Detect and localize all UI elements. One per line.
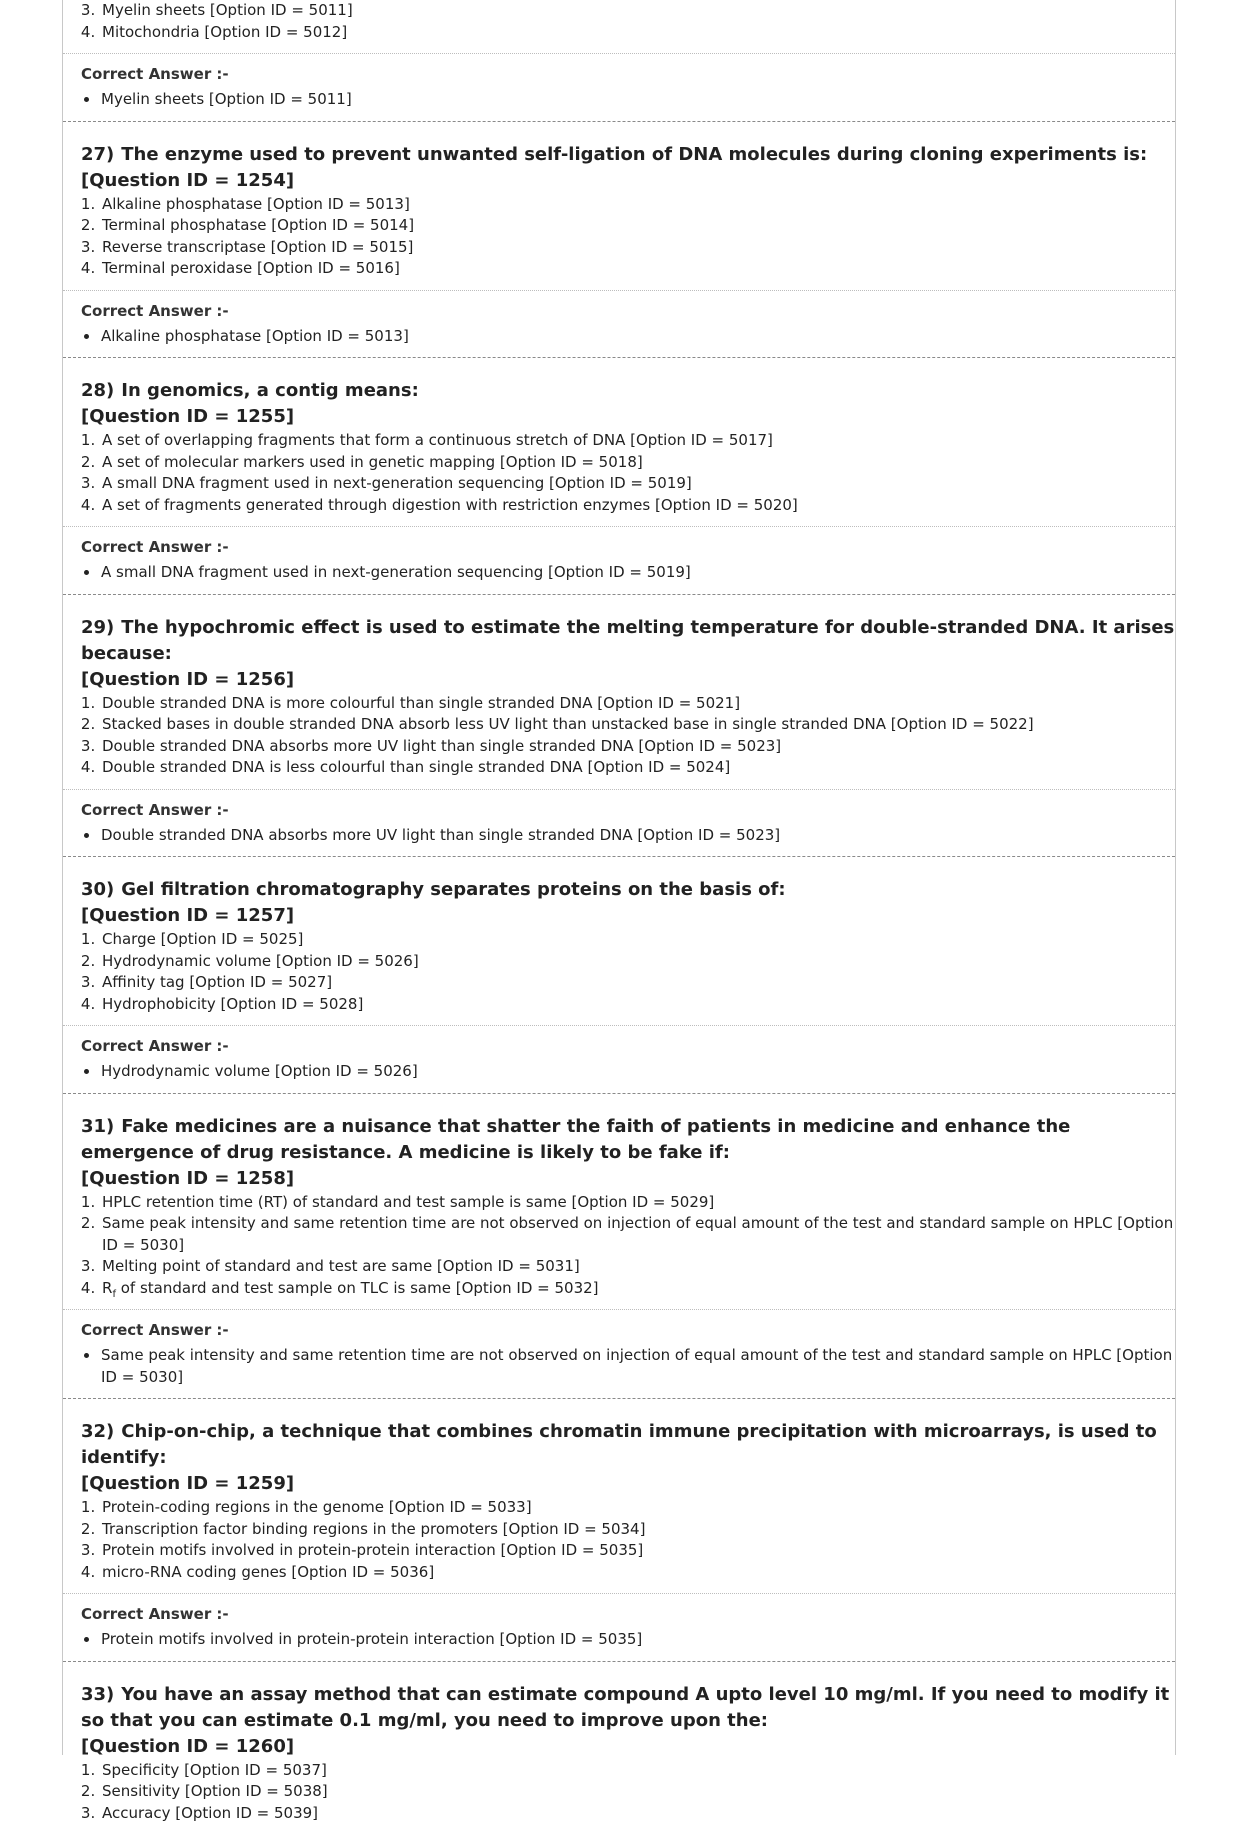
question-32 xyxy=(63,1399,1175,1662)
question-29 xyxy=(63,595,1175,858)
question-id: [Question ID = 1255] xyxy=(81,404,1175,430)
correct-answer-list xyxy=(81,326,1175,348)
options-list xyxy=(63,0,1175,53)
option-item: 3. Melting point of standard and test are same [Option ID = 5031] xyxy=(100,1256,1175,1278)
option-item: 3. Protein motifs involved in protein-protein interaction [Option ID = 5035] xyxy=(100,1540,1175,1562)
correct-answer-section xyxy=(63,53,1175,121)
options-list xyxy=(63,693,1175,789)
correct-answer-list xyxy=(81,825,1175,847)
correct-answer-label: Correct Answer :- xyxy=(81,1034,1175,1058)
option-item: 4. micro-RNA coding genes [Option ID = 5036] xyxy=(100,1562,1175,1584)
correct-answer-label: Correct Answer :- xyxy=(81,62,1175,86)
correct-answer-label: Correct Answer :- xyxy=(81,1602,1175,1626)
question-text: 33) You have an assay method that can estimate compound A upto level 10 mg/ml. If you need to modify it so that you can estimate 0.1 mg/ml, you need to improve upon the: xyxy=(81,1682,1175,1734)
correct-answer-label: Correct Answer :- xyxy=(81,535,1175,559)
question-text: 32) Chip-on-chip, a technique that combines chromatin immune precipitation with microarrays, is used to identify: xyxy=(81,1419,1175,1471)
option-item: 2. A set of molecular markers used in genetic mapping [Option ID = 5018] xyxy=(100,452,1175,474)
question-30 xyxy=(63,857,1175,1094)
correct-answer-list xyxy=(81,89,1175,111)
option-item: 3. Myelin sheets [Option ID = 5011] xyxy=(100,0,1175,22)
options-list xyxy=(63,430,1175,526)
options-list xyxy=(63,1760,1175,1834)
correct-answer-list xyxy=(81,1345,1175,1388)
question-31 xyxy=(63,1094,1175,1400)
option-item: 2. Same peak intensity and same retention time are not observed on injection of equal amount of the test and standard sample on HPLC [Option ID = 5030] xyxy=(100,1213,1175,1256)
option-item: 4. Hydrophobicity [Option ID = 5028] xyxy=(100,994,1175,1016)
options-list xyxy=(63,1192,1175,1310)
question-id: [Question ID = 1256] xyxy=(81,667,1175,693)
option-item: 3. Affinity tag [Option ID = 5027] xyxy=(100,972,1175,994)
correct-answer-label: Correct Answer :- xyxy=(81,798,1175,822)
option-item: 1. HPLC retention time (RT) of standard and test sample is same [Option ID = 5029] xyxy=(100,1192,1175,1214)
correct-answer-section xyxy=(63,290,1175,358)
option-item: 2. Sensitivity [Option ID = 5038] xyxy=(100,1781,1175,1803)
question-id: [Question ID = 1257] xyxy=(81,903,1175,929)
question-text: 27) The enzyme used to prevent unwanted self-ligation of DNA molecules during cloning experiments is: xyxy=(81,142,1175,168)
option-item: 2. Transcription factor binding regions in the promoters [Option ID = 5034] xyxy=(100,1519,1175,1541)
option-item: 1. Alkaline phosphatase [Option ID = 5013] xyxy=(100,194,1175,216)
correct-answer-section xyxy=(63,526,1175,594)
correct-answer-label: Correct Answer :- xyxy=(81,299,1175,323)
question-text: 30) Gel filtration chromatography separates proteins on the basis of: xyxy=(81,877,1175,903)
question-33 xyxy=(63,1662,1175,1834)
question-id: [Question ID = 1259] xyxy=(81,1471,1175,1497)
rf-symbol: $R_f$ xyxy=(102,1279,116,1297)
question-26-continuation xyxy=(63,0,1175,122)
option-item: 3. Double stranded DNA absorbs more UV light than single stranded DNA [Option ID = 5023] xyxy=(100,736,1175,758)
correct-answer-item: • Protein motifs involved in protein-protein interaction [Option ID = 5035] xyxy=(100,1629,1175,1651)
correct-answer-item: • Myelin sheets [Option ID = 5011] xyxy=(100,89,1175,111)
option-item: 2. Stacked bases in double stranded DNA absorb less UV light than unstacked base in single stranded DNA [Option ID = 5022] xyxy=(100,714,1175,736)
page-frame xyxy=(62,0,1176,1755)
correct-answer-item: • Double stranded DNA absorbs more UV light than single stranded DNA [Option ID = 5023] xyxy=(100,825,1175,847)
correct-answer-list xyxy=(81,1061,1175,1083)
correct-answer-item: • Alkaline phosphatase [Option ID = 5013] xyxy=(100,326,1175,348)
question-27 xyxy=(63,122,1175,359)
options-list xyxy=(63,1497,1175,1593)
correct-answer-item: • Hydrodynamic volume [Option ID = 5026] xyxy=(100,1061,1175,1083)
correct-answer-section xyxy=(63,1593,1175,1661)
option-item: 1. Specificity [Option ID = 5037] xyxy=(100,1760,1175,1782)
question-id: [Question ID = 1258] xyxy=(81,1166,1175,1192)
option-item: 1. A set of overlapping fragments that form a continuous stretch of DNA [Option ID = 5017] xyxy=(100,430,1175,452)
correct-answer-section xyxy=(63,1309,1175,1398)
option-item: 1. Charge [Option ID = 5025] xyxy=(100,929,1175,951)
option-item: 1. Double stranded DNA is more colourful than single stranded DNA [Option ID = 5021] xyxy=(100,693,1175,715)
correct-answer-list xyxy=(81,1629,1175,1651)
option-item: 4. $R_f$ of standard and test sample on TLC is same [Option ID = 5032] xyxy=(100,1278,1175,1300)
option-item: 1. Protein-coding regions in the genome [Option ID = 5033] xyxy=(100,1497,1175,1519)
option-item: 3. Accuracy [Option ID = 5039] xyxy=(100,1803,1175,1825)
question-text: 28) In genomics, a contig means: xyxy=(81,378,1175,404)
correct-answer-item: • Same peak intensity and same retention time are not observed on injection of equal amount of the test and standard sample on HPLC [Option ID = 5030] xyxy=(100,1345,1175,1388)
correct-answer-item: • A small DNA fragment used in next-generation sequencing [Option ID = 5019] xyxy=(100,562,1175,584)
question-id: [Question ID = 1260] xyxy=(81,1734,1175,1760)
option-item: 3. A small DNA fragment used in next-generation sequencing [Option ID = 5019] xyxy=(100,473,1175,495)
option-item: 2. Hydrodynamic volume [Option ID = 5026] xyxy=(100,951,1175,973)
correct-answer-section xyxy=(63,1025,1175,1093)
correct-answer-list xyxy=(81,562,1175,584)
correct-answer-section xyxy=(63,789,1175,857)
option-item: 2. Terminal phosphatase [Option ID = 5014] xyxy=(100,215,1175,237)
question-text: 31) Fake medicines are a nuisance that shatter the faith of patients in medicine and enhance the emergence of drug resistance. A medicine is likely to be fake if: xyxy=(81,1114,1175,1166)
options-list xyxy=(63,929,1175,1025)
option-item: 4. Double stranded DNA is less colourful than single stranded DNA [Option ID = 5024] xyxy=(100,757,1175,779)
options-list xyxy=(63,194,1175,290)
question-text: 29) The hypochromic effect is used to estimate the melting temperature for double-stranded DNA. It arises because: xyxy=(81,615,1175,667)
option-item: 4. Mitochondria [Option ID = 5012] xyxy=(100,22,1175,44)
option-item: 4. A set of fragments generated through digestion with restriction enzymes [Option ID = 5020] xyxy=(100,495,1175,517)
question-28 xyxy=(63,358,1175,595)
option-item: 3. Reverse transcriptase [Option ID = 5015] xyxy=(100,237,1175,259)
question-id: [Question ID = 1254] xyxy=(81,168,1175,194)
correct-answer-label: Correct Answer :- xyxy=(81,1318,1175,1342)
option-item: 4. Terminal peroxidase [Option ID = 5016] xyxy=(100,258,1175,280)
